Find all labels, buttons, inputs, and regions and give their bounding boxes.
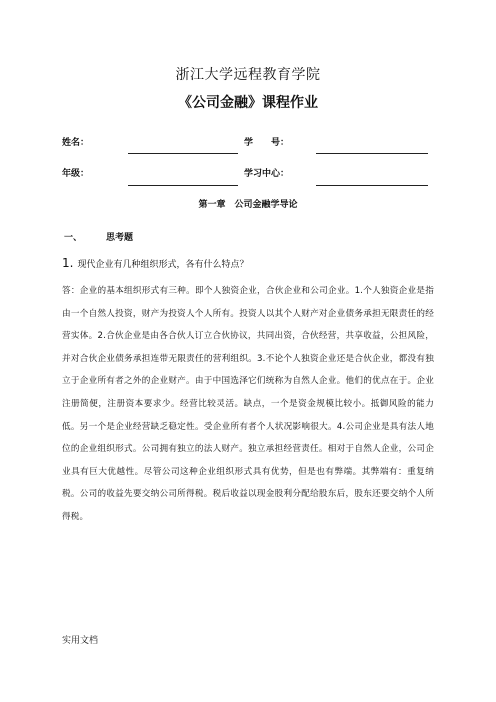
student-id-blank-line (316, 153, 428, 154)
name-label: 姓名： (62, 138, 90, 148)
question-text: 现代企业有几种组织形式，各有什么特点？ (77, 260, 249, 270)
section-heading (64, 230, 133, 243)
center-label: 学习中心： (244, 169, 290, 179)
answer-paragraph: 答：企业的基本组织形式有三种。即个人独资企业，合伙企业和公司企业。1.个人独资企业是指由一个自然人投资，财产为投资人个人所有。投资人以其个人财产对企业债务承担无限责任的经营实体。2.合伙企业是由各合伙人订立合伙协议，共同出资，合伙经营，共享收益，公担风险，并对合伙企业债务承担连带无限责任的营利组织。3.不论个人独资企业还是合伙企业，都没有独立于企业所有者之外的企业财产。由于中国选泽它们统称为自然人企业。他们的优点在于。企业注册简便，注册资本要求少。经营比较灵活。缺点，一个是资金规模比较小。抵御风险的能力低。另一个是企业经营缺乏稳定性。受企业所有者个人状况影响很大。4.公司企业是具有法人地位的企业组织形式。公司拥有独立的法人财产。独立承担经营责任。相对于自然人企业，公司企业具有巨大优越性。尽管公司这种企业组织形式具有优势，但是也有弊端。其弊端有：重复纳税。公司的收益先要交纳公司所得税。税后收益以现金股利分配给股东后，股东还要交纳个人所得税。 (62, 286, 434, 522)
footer-text: 实用文档 (62, 636, 99, 646)
question-1 (62, 256, 248, 270)
section-title: 思考题 (106, 233, 134, 243)
center-blank-line (316, 185, 428, 186)
course-title: 《公司金融》课程作业 (178, 95, 318, 111)
name-blank-line (128, 153, 238, 154)
question-number: 1. (62, 256, 74, 270)
grade-label: 年级： (62, 169, 90, 179)
section-number: 一、 (64, 233, 83, 243)
grade-blank-line (128, 185, 238, 186)
school-name: 浙江大学远程教育学院 (175, 67, 321, 83)
chapter-heading: 第一章 公司金融学导论 (198, 200, 298, 210)
student-id-label: 学 号： (244, 138, 290, 148)
